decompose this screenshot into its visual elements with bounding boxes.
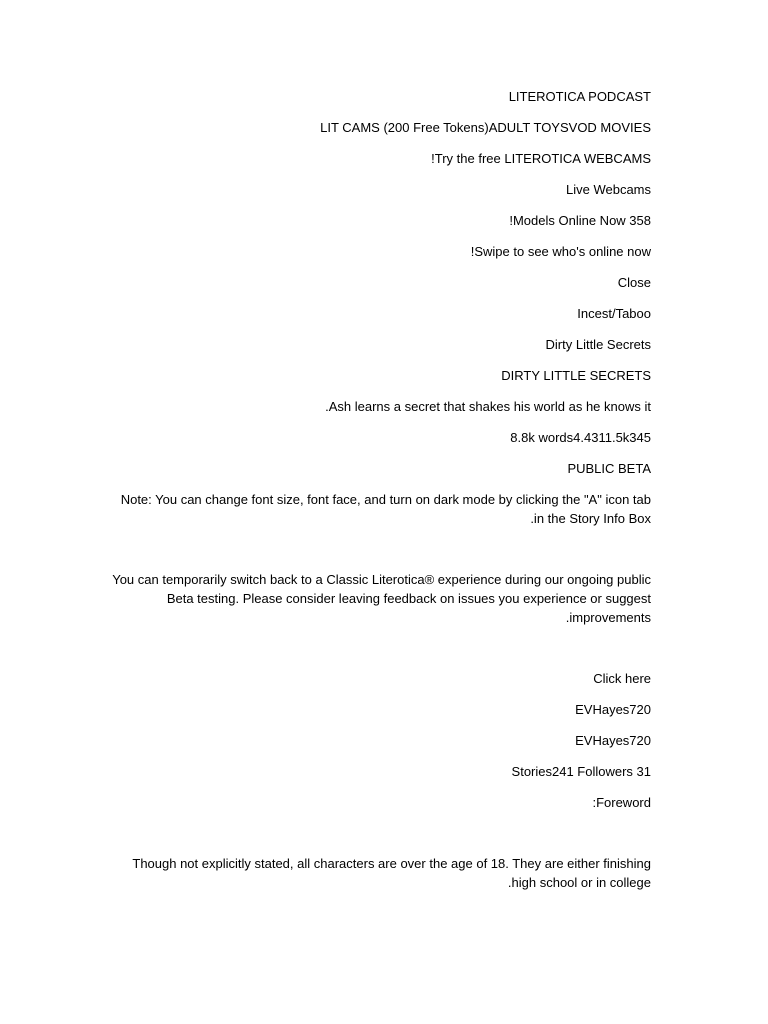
click-here-link[interactable]: Click here	[593, 671, 651, 686]
foreword-line-2: .high school or in college	[507, 875, 651, 890]
swipe-hint: !Swipe to see who's online now	[470, 244, 651, 259]
live-webcams-heading[interactable]: Live Webcams	[565, 182, 651, 197]
foreword-label: :Foreword	[592, 795, 651, 810]
classic-note-line-2: Beta testing. Please consider leaving feedback on issues you experience or suggest	[166, 591, 651, 606]
close-button[interactable]: Close	[617, 275, 651, 290]
foreword-line-1: Though not explicitly stated, all characters are over the age of 18. They are either finishing	[132, 856, 651, 871]
classic-note-line-1: You can temporarily switch back to a Classic Literotica® experience during our ongoing public	[112, 572, 651, 587]
podcast-link[interactable]: LITEROTICA PODCAST	[508, 89, 651, 104]
beta-note-line-2: .in the Story Info Box	[530, 511, 651, 526]
story-description: .Ash learns a secret that shakes his world as he knows it	[325, 399, 651, 414]
public-beta-label: PUBLIC BETA	[567, 461, 651, 476]
story-stats: 8.8k words4.4311.5k345	[510, 430, 651, 445]
blank-line	[112, 528, 651, 570]
blank-line	[112, 627, 651, 669]
story-series-link[interactable]: Dirty Little Secrets	[545, 337, 651, 352]
beta-note-line-1: Note: You can change font size, font face, and turn on dark mode by clicking the "A" icon tab	[120, 492, 651, 507]
author-name-link-2[interactable]: EVHayes720	[575, 733, 651, 748]
promo-links[interactable]: LIT CAMS (200 Free Tokens)ADULT TOYSVOD MOVIES	[320, 120, 651, 135]
classic-note-line-3: .improvements	[565, 610, 651, 625]
author-name-link[interactable]: EVHayes720	[575, 702, 651, 717]
try-webcams-link[interactable]: !Try the free LITEROTICA WEBCAMS	[431, 151, 651, 166]
blank-line	[112, 812, 651, 854]
content-column	[112, 87, 651, 892]
story-category-link[interactable]: Incest/Taboo	[577, 306, 651, 321]
story-title: DIRTY LITTLE SECRETS	[501, 368, 651, 383]
models-online-count: !Models Online Now 358	[509, 213, 651, 228]
author-stats: Stories241 Followers 31	[511, 764, 651, 779]
